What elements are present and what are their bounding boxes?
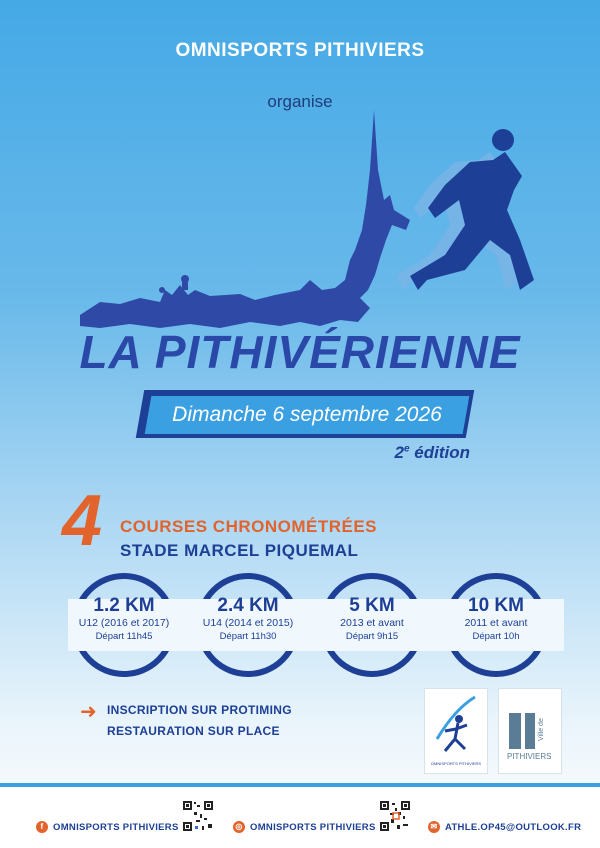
athlete-logo-icon xyxy=(425,689,487,773)
race-2-distance: 2.4 KM xyxy=(217,595,279,616)
edition-label xyxy=(360,443,470,463)
qr-code-facebook-icon[interactable] xyxy=(182,800,214,832)
race-1-circle xyxy=(72,573,176,677)
omnisports-logo xyxy=(424,688,488,774)
race-1-depart: Départ 11h45 xyxy=(95,631,153,642)
organizer-name: OMNISPORTS PITHIVIERS xyxy=(175,40,425,61)
footer xyxy=(0,787,600,848)
footer-instagram[interactable] xyxy=(233,821,376,833)
race-3-content xyxy=(310,595,434,643)
race-4-distance: 10 KM xyxy=(468,595,524,616)
race-1-distance: 1.2 KM xyxy=(93,595,155,616)
race-2-content xyxy=(186,595,310,643)
arrow-right-icon: ➜ xyxy=(80,701,97,723)
courses-line-2: STADE MARCEL PIQUEMAL xyxy=(120,541,359,560)
edition-suffix: e xyxy=(403,443,410,455)
race-1-category: U12 (2016 et 2017) xyxy=(78,617,170,629)
ville-logo-icon xyxy=(499,689,561,773)
race-4-circle xyxy=(444,573,548,677)
race-2-category: U14 (2014 et 2015) xyxy=(202,617,294,629)
race-2-depart: Départ 11h30 xyxy=(219,631,277,642)
email-label: ATHLE.OP45@OUTLOOK.FR xyxy=(445,821,582,833)
ville-logo-line1: Ville de xyxy=(538,718,545,741)
ville-pithiviers-logo xyxy=(498,688,562,774)
event-date: Dimanche 6 septembre 2026 xyxy=(172,403,442,426)
footer-facebook[interactable] xyxy=(36,821,179,833)
omnisports-logo-caption: OMNISPORTS PITHIVIERS xyxy=(430,761,482,766)
runner-shape xyxy=(396,129,534,290)
race-3-depart: Départ 9h15 xyxy=(345,631,399,642)
email-icon: ✉ xyxy=(428,821,440,833)
race-2-circle xyxy=(196,573,300,677)
race-3-distance: 5 KM xyxy=(349,595,395,616)
organise-text: organise xyxy=(267,92,333,111)
info-registration: INSCRIPTION SUR PROTIMING xyxy=(107,703,292,717)
edition-word: édition xyxy=(414,443,470,462)
race-1-content xyxy=(62,595,186,643)
race-3-category: 2013 et avant xyxy=(340,617,404,629)
ville-logo-line2: PITHIVIERS xyxy=(507,752,552,761)
courses-line-1: COURSES CHRONOMÉTRÉES xyxy=(120,517,378,536)
edition-number: 2 xyxy=(394,443,404,462)
footer-email[interactable] xyxy=(428,821,581,833)
facebook-label: OMNISPORTS PITHIVIERS xyxy=(53,821,179,833)
instagram-icon: ◎ xyxy=(233,821,245,833)
race-4-category: 2011 et avant xyxy=(464,617,528,629)
race-4-depart: Départ 10h xyxy=(472,631,520,642)
skyline-shape xyxy=(80,110,410,328)
skyline-runner-illustration xyxy=(0,90,600,350)
courses-count: 4 xyxy=(62,481,103,561)
qr-code-instagram-icon[interactable] xyxy=(379,800,411,832)
race-4-content xyxy=(434,595,558,643)
race-3-circle xyxy=(320,573,424,677)
event-title: LA PITHIVÉRIENNE xyxy=(79,326,521,378)
facebook-icon: f xyxy=(36,821,48,833)
info-catering: RESTAURATION SUR PLACE xyxy=(107,724,280,738)
instagram-label: OMNISPORTS PITHIVIERS xyxy=(250,821,376,833)
